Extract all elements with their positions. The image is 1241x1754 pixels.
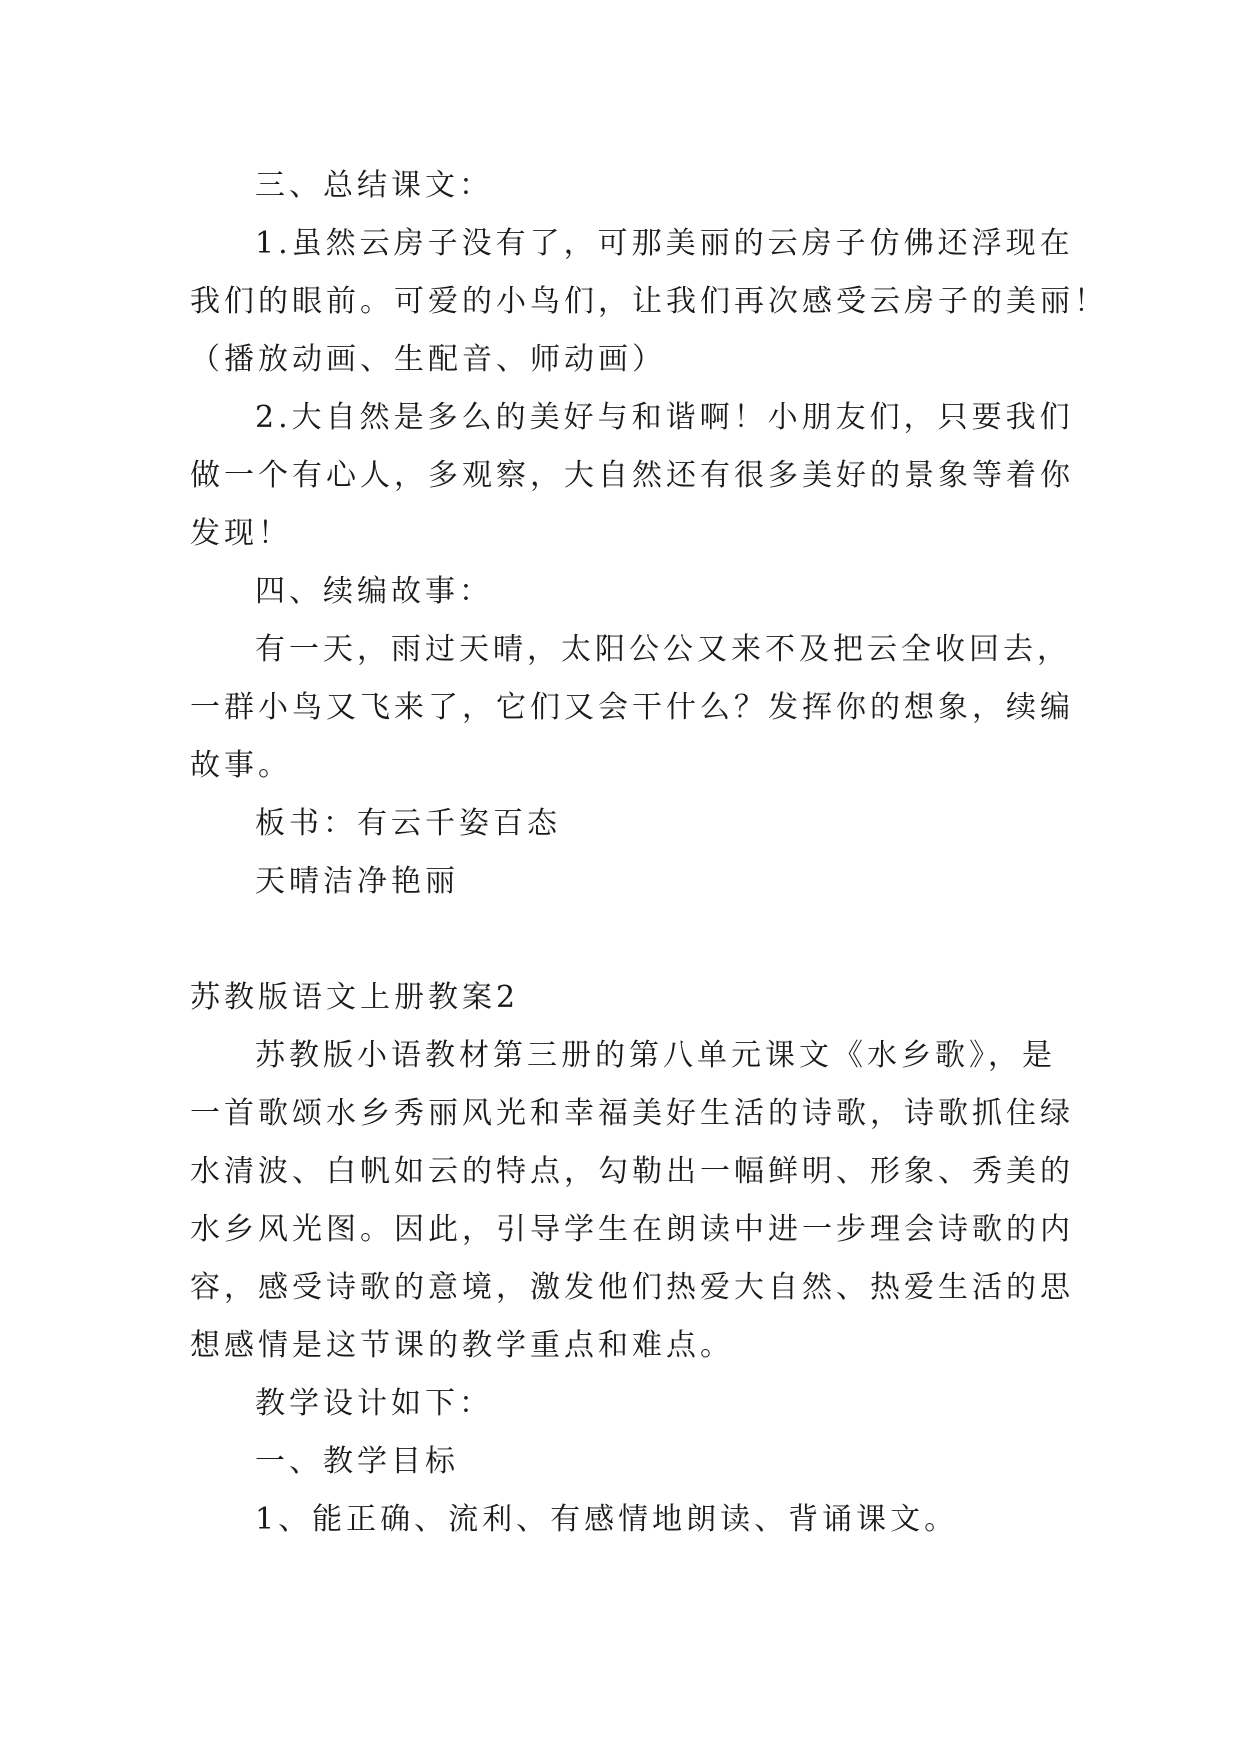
paragraph-line: 1、能正确、流利、有感情地朗读、背诵课文。: [255, 1502, 959, 1537]
paragraph-line: 一首歌颂水乡秀丽风光和幸福美好生活的诗歌，诗歌抓住绿: [190, 1096, 1074, 1131]
paragraph-line: （播放动画、生配音、师动画）: [190, 342, 666, 377]
paragraph-line: 故事。: [190, 748, 292, 783]
paragraph-line: 2.大自然是多么的美好与和谐啊！小朋友们，只要我们: [255, 400, 1074, 435]
paragraph-line: 一群小鸟又飞来了，它们又会干什么？发挥你的想象，续编: [190, 690, 1074, 725]
paragraph-line: 教学设计如下：: [255, 1386, 493, 1421]
paragraph-line: 水清波、白帆如云的特点，勾勒出一幅鲜明、形象、秀美的: [190, 1154, 1074, 1189]
section-heading-objectives: 一、教学目标: [255, 1444, 459, 1479]
paragraph-line: 容，感受诗歌的意境，激发他们热爱大自然、热爱生活的思: [190, 1270, 1074, 1305]
blackboard-line: 板书：有云千姿百态: [255, 806, 561, 841]
paragraph-line: 做一个有心人，多观察，大自然还有很多美好的景象等着你: [190, 458, 1074, 493]
document-title: 苏教版语文上册教案2: [190, 980, 520, 1015]
blackboard-line: 天晴洁净艳丽: [255, 864, 459, 899]
paragraph-line: 水乡风光图。因此，引导学生在朗读中进一步理会诗歌的内: [190, 1212, 1074, 1247]
paragraph-line: 我们的眼前。可爱的小鸟们，让我们再次感受云房子的美丽！: [190, 284, 1108, 319]
paragraph-line: 发现！: [190, 516, 292, 551]
paragraph-line: 苏教版小语教材第三册的第八单元课文《水乡歌》，是: [255, 1038, 1056, 1073]
paragraph-line: 1.虽然云房子没有了，可那美丽的云房子仿佛还浮现在: [255, 226, 1074, 261]
paragraph-line: 想感情是这节课的教学重点和难点。: [190, 1328, 734, 1363]
section-heading-story: 四、续编故事：: [255, 574, 493, 609]
section-heading-summary: 三、总结课文：: [255, 168, 493, 203]
paragraph-line: 有一天，雨过天晴，太阳公公又来不及把云全收回去，: [255, 632, 1071, 667]
